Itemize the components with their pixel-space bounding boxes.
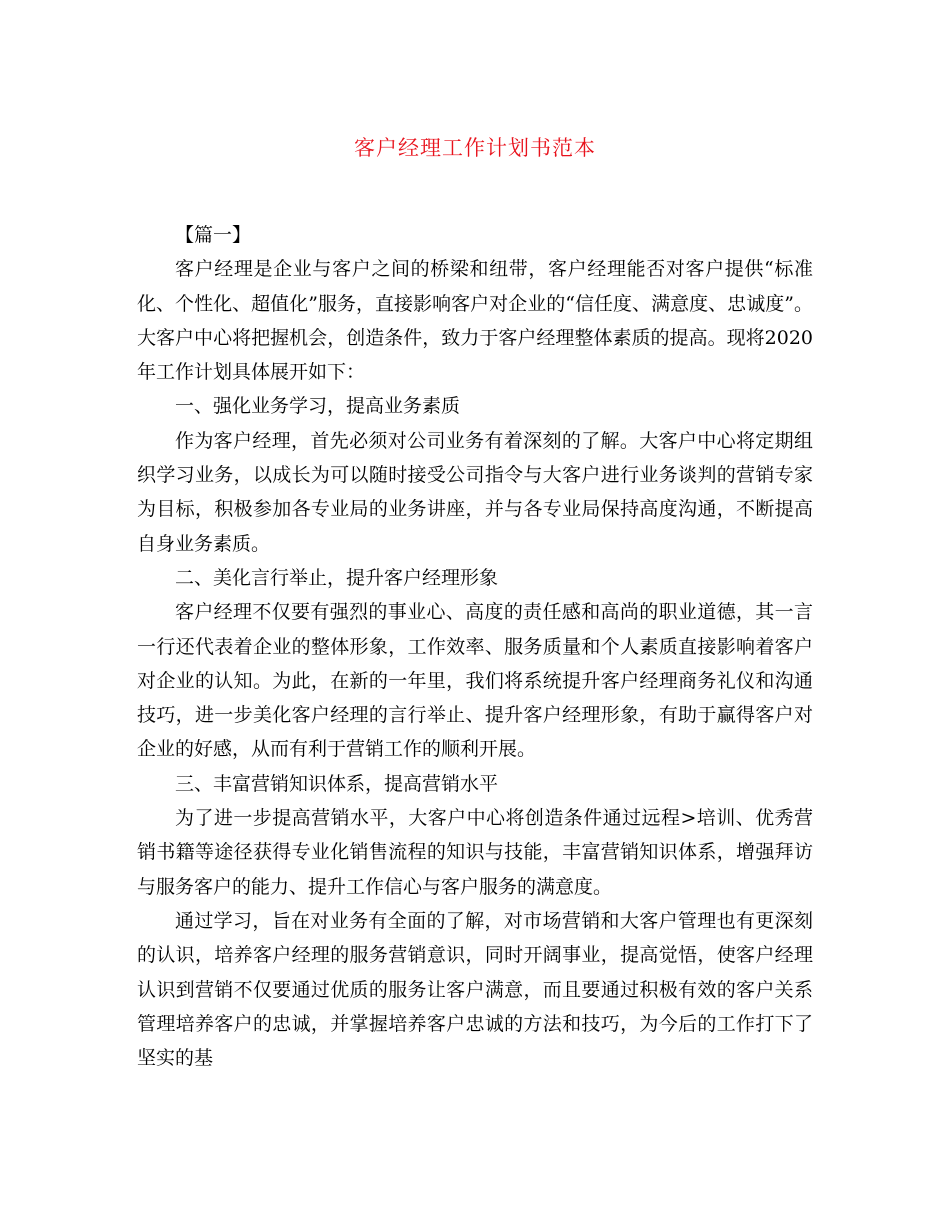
body-paragraph-3: 为了进一步提高营销水平，大客户中心将创造条件通过远程>培训、优秀营销书籍等途径获得专业化销售流程的知识与技能，丰富营销知识体系，增强拜访与服务客户的能力、提升工作信心与客户服务的满意度。 [137, 807, 813, 898]
document-title: 客户经理工作计划书范本 [354, 136, 596, 160]
section-heading-1: 一、强化业务学习，提高业务素质 [175, 395, 461, 418]
section-heading-2: 二、美化言行举止，提升客户经理形象 [175, 566, 499, 589]
section-marker: 【篇一】 [175, 224, 252, 246]
body-paragraph-4: 通过学习，旨在对业务有全面的了解，对市场营销和大客户管理也有更深刻的认识，培养客户经理的服务营销意识，同时开阔事业，提高觉悟，使客户经理认识到营销不仅要通过优质的服务让客户满意，而且要通过积极有效的客户关系管理培养客户的忠诚，并掌握培养客户忠诚的方法和技巧，为今后的工作打下了坚实的基 [137, 909, 813, 1070]
intro-paragraph: 客户经理是企业与客户之间的桥梁和纽带，客户经理能否对客户提供“标准化、个性化、超值化”服务，直接影响客户对企业的“信任度、满意度、忠诚度”。大客户中心将把握机会，创造条件，致力于客户经理整体素质的提高。现将2020年工作计划具体展开如下： [137, 258, 813, 384]
section-heading-3: 三、丰富营销知识体系，提高营销水平 [175, 772, 499, 795]
document-body [137, 218, 813, 1075]
body-paragraph-1: 作为客户经理，首先必须对公司业务有着深刻的了解。大客户中心将定期组织学习业务，以成长为可以随时接受公司指令与大客户进行业务谈判的营销专家为目标，积极参加各专业局的业务讲座，并与各专业局保持高度沟通，不断提高自身业务素质。 [137, 429, 813, 555]
body-paragraph-2: 客户经理不仅要有强烈的事业心、高度的责任感和高尚的职业道德，其一言一行还代表着企业的整体形象，工作效率、服务质量和个人素质直接影响着客户对企业的认知。为此，在新的一年里，我们将系统提升客户经理商务礼仪和沟通技巧，进一步美化客户经理的言行举止、提升客户经理形象，有助于赢得客户对企业的好感，从而有利于营销工作的顺利开展。 [137, 601, 813, 761]
